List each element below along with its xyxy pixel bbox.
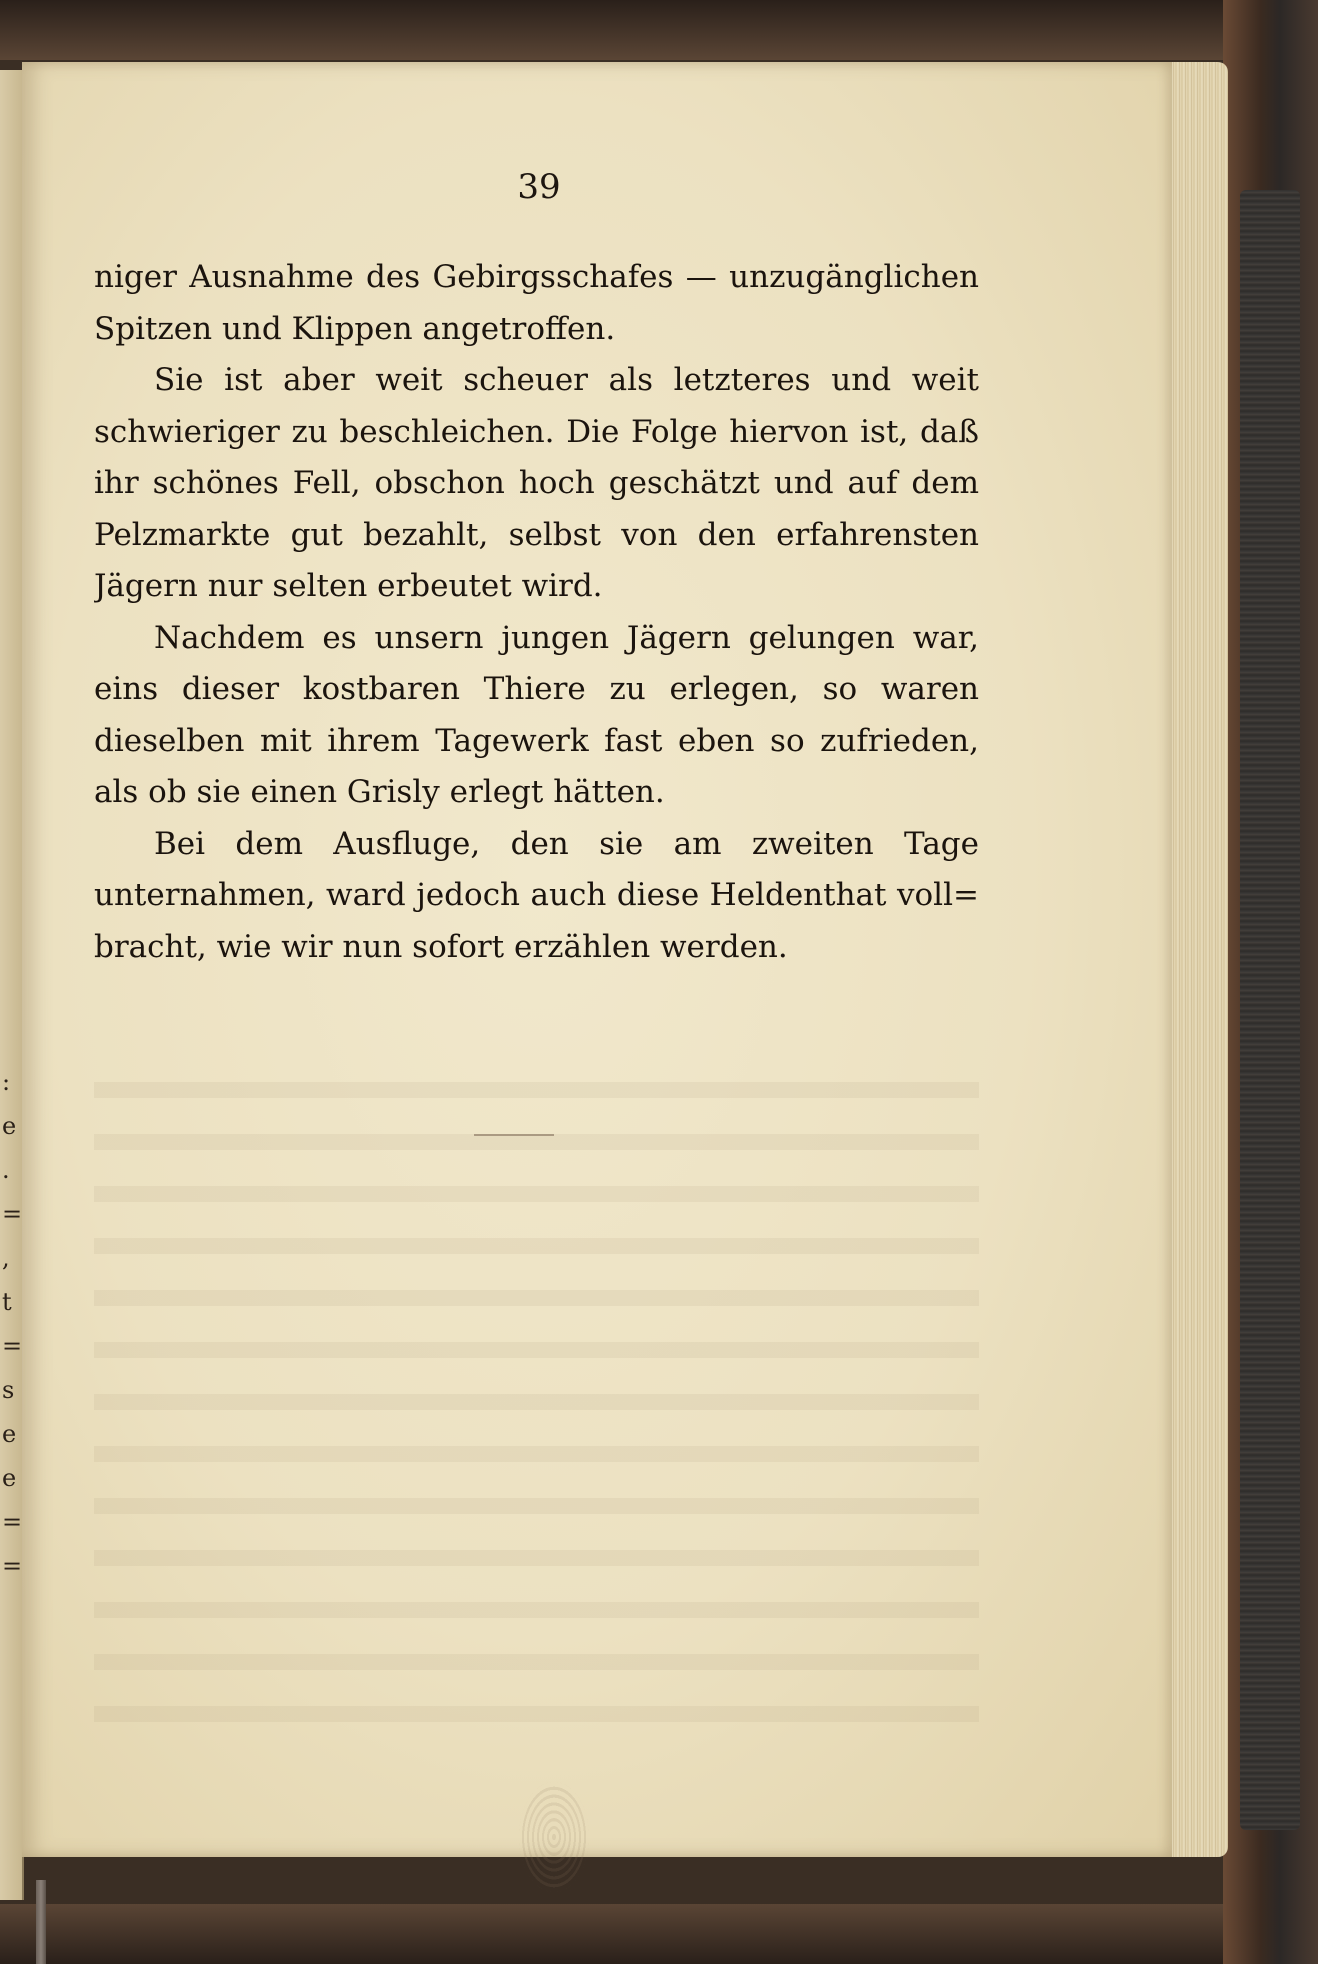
thumbprint-stain: [519, 1782, 589, 1892]
text-line: schwieriger zu beschleichen. Die Folge hiervon ist, daß: [94, 413, 979, 450]
bookmark-ribbon: [36, 1880, 46, 1964]
text-line: unternahmen, ward jedoch auch diese Heldenthat voll=: [94, 877, 979, 913]
facing-page-mark: .: [2, 1156, 10, 1184]
facing-page-mark: =: [2, 1200, 23, 1228]
page-block-edges: [1168, 62, 1228, 1857]
text-line: eins dieser kostbaren Thiere zu erlegen, so waren: [94, 671, 979, 707]
text-line: als ob sie einen Grisly erlegt hätten.: [94, 774, 665, 810]
text-line: bracht, wie wir nun sofort erzählen werden.: [94, 928, 788, 965]
text-line: dieselben mit ihrem Tagewerk fast eben so zufrieden,: [94, 722, 979, 759]
text-line: Pelzmarkte gut bezahlt, selbst von den erfahrensten: [94, 516, 979, 553]
facing-page-mark: =: [2, 1552, 23, 1580]
book-page: [22, 62, 1172, 1857]
book-cover-top: [0, 0, 1318, 60]
facing-page-mark: e: [2, 1420, 17, 1448]
book-spine: [1240, 190, 1300, 1830]
facing-page-mark: t: [2, 1288, 12, 1316]
book-cover-bottom: [0, 1904, 1318, 1964]
text-line: Nachdem es unsern jungen Jägern gelungen war,: [154, 619, 979, 656]
text-line: Sie ist aber weit scheuer als letzteres und weit: [154, 362, 979, 398]
facing-page-mark: =: [2, 1508, 23, 1536]
facing-page-marks: [2, 1060, 23, 1588]
facing-page-mark: ,: [2, 1244, 10, 1272]
text-line: ihr schönes Fell, obschon hoch geschätzt und auf dem: [94, 465, 979, 501]
facing-page-mark: e: [2, 1112, 17, 1140]
bleed-through-text: [94, 1052, 979, 1752]
text-line: Spitzen und Klippen angetroffen.: [94, 310, 616, 347]
page-number: 39: [517, 167, 561, 207]
facing-page-mark: =: [2, 1332, 23, 1360]
facing-page-mark: e: [2, 1464, 17, 1492]
facing-page-mark: s: [2, 1376, 15, 1404]
text-line: niger Ausnahme des Gebirgsschafes — unzugänglichen: [94, 259, 979, 295]
bleed-through-rule: [474, 1134, 554, 1136]
text-line: Bei dem Ausfluge, den sie am zweiten Tage: [154, 825, 979, 862]
text-line: Jägern nur selten erbeutet wird.: [94, 568, 603, 604]
facing-page-mark: :: [2, 1068, 11, 1096]
facing-page-edge: [0, 70, 24, 1900]
page-body-text: [94, 252, 979, 973]
